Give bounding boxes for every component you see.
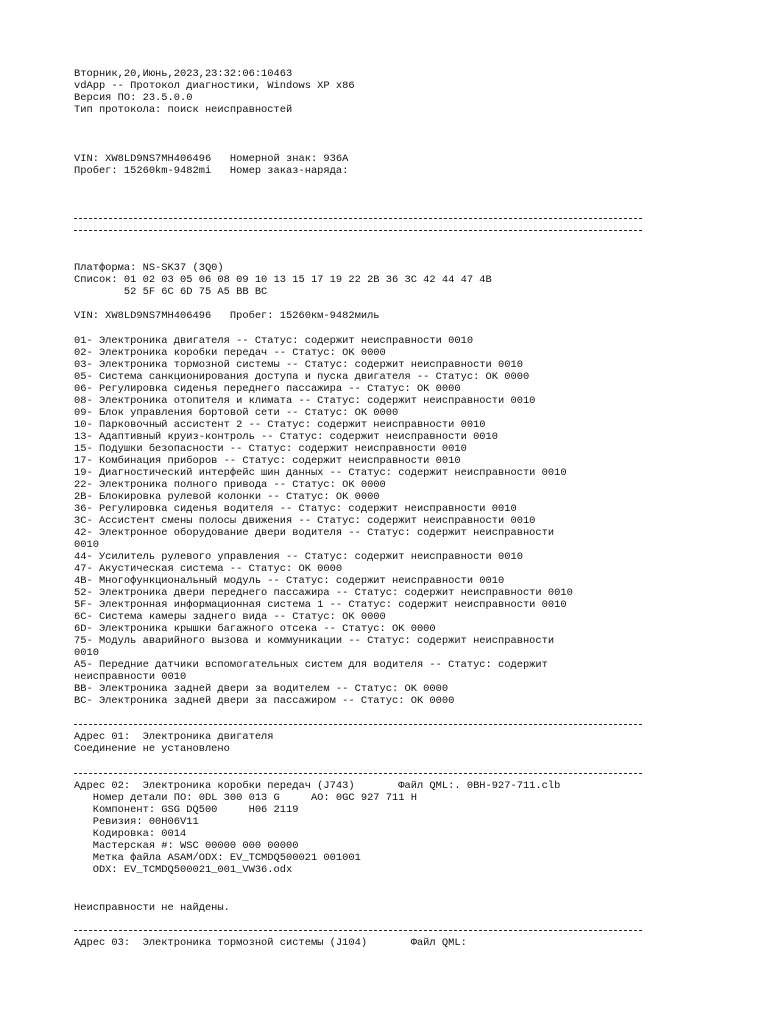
module-status-line: 36- Регулировка сиденья водителя -- Статус: содержит неисправности 0010: [74, 503, 517, 515]
address-01-status: Соединение не установлено: [74, 743, 230, 755]
module-status-line: 08- Электроника отопителя и климата -- Статус: содержит неисправности 0010: [74, 395, 536, 407]
platform-line: Платформа: NS-SK37 (3Q0): [74, 262, 224, 274]
module-status-line: 75- Модуль аварийного вызова и коммуникации -- Статус: содержит неисправности: [74, 635, 555, 647]
module-status-line: BB- Электроника задней двери за водителем -- Статус: OK 0000: [74, 683, 449, 695]
separator-rule: [74, 930, 642, 931]
separator-rule: [74, 230, 642, 231]
module-status-line: 0010: [74, 647, 99, 659]
module-status-line: 3C- Ассистент смены полосы движения -- Статус: содержит неисправности 0010: [74, 515, 536, 527]
log-software-version: Версия ПО: 23.5.0.0: [74, 92, 193, 104]
address-02-detail: Мастерская #: WSC 00000 000 00000: [74, 840, 299, 852]
module-status-line: 01- Электроника двигателя -- Статус: содержит неисправности 0010: [74, 335, 474, 347]
address-02-detail: Номер детали ПО: 0DL 300 013 G AO: 0GC 927 711 H: [74, 792, 417, 804]
module-status-line: 44- Усилитель рулевого управления -- Статус: содержит неисправности 0010: [74, 551, 523, 563]
module-status-line: 09- Блок управления бортовой сети -- Статус: OK 0000: [74, 407, 399, 419]
address-01-title: Адрес 01: Электроника двигателя: [74, 731, 274, 743]
module-status-line: неисправности 0010: [74, 671, 187, 683]
module-status-line: 03- Электроника тормозной системы -- Статус: содержит неисправности 0010: [74, 359, 523, 371]
module-status-line: 4B- Многофункциональный модуль -- Статус: содержит неисправности 0010: [74, 575, 505, 587]
module-status-line: 19- Диагностический интерфейс шин данных -- Статус: содержит неисправности 0010: [74, 467, 567, 479]
module-status-line: 13- Адаптивный круиз-контроль -- Статус: содержит неисправности 0010: [74, 431, 499, 443]
module-status-line: 22- Электроника полного привода -- Статус: OK 0000: [74, 479, 386, 491]
address-02-detail: Кодировка: 0014: [74, 828, 187, 840]
module-status-line: 42- Электронное оборудование двери водителя -- Статус: содержит неисправности: [74, 527, 555, 539]
module-list-line: Список: 01 02 03 05 06 08 09 10 13 15 17 19 22 2B 36 3C 42 44 47 4B: [74, 274, 492, 286]
module-status-line: 47- Акустическая система -- Статус: OK 0000: [74, 563, 343, 575]
module-status-line: 05- Система санкционирования доступа и пуска двигателя -- Статус: OK 0000: [74, 371, 530, 383]
module-status-line: BC- Электроника задней двери за пассажиром -- Статус: OK 0000: [74, 695, 455, 707]
separator-rule: [74, 724, 642, 725]
module-status-line: 6D- Электроника крышки багажного отсека -- Статус: OK 0000: [74, 623, 436, 635]
address-02-detail: ODX: EV_TCMDQ500021_001_VW36.odx: [74, 864, 293, 876]
module-status-line: 0010: [74, 539, 99, 551]
address-02-title: Адрес 02: Электроника коробки передач (J743) Файл QML:. 0BH-927-711.clb: [74, 780, 561, 792]
module-status-line: 02- Электроника коробки передач -- Статус: OK 0000: [74, 347, 386, 359]
separator-rule: [74, 773, 642, 774]
module-status-line: 52- Электроника двери переднего пассажира -- Статус: содержит неисправности 0010: [74, 587, 573, 599]
module-status-line: 6C- Система камеры заднего вида -- Статус: OK 0000: [74, 611, 386, 623]
module-status-line: 2B- Блокировка рулевой колонки -- Статус: OK 0000: [74, 491, 380, 503]
address-03-title: Адрес 03: Электроника тормозной системы (J104) Файл QML:: [74, 937, 467, 949]
module-list-line: 52 5F 6C 6D 75 A5 BB BC: [74, 286, 268, 298]
log-datetime: Вторник,20,Июнь,2023,23:32:06:10463: [74, 68, 293, 80]
module-status-line: 15- Подушки безопасности -- Статус: содержит неисправности 0010: [74, 443, 467, 455]
module-status-line: A5- Передние датчики вспомогательных систем для водителя -- Статус: содержит: [74, 659, 548, 671]
address-02-detail: Метка файла ASAM/ODX: EV_TCMDQ500021 001001: [74, 852, 361, 864]
separator-rule: [74, 218, 642, 219]
log-protocol-type: Тип протокола: поиск неисправностей: [74, 104, 293, 116]
address-02-detail: Компонент: GSG DQ500 H06 2119: [74, 804, 299, 816]
address-02-detail: Ревизия: 00H06V11: [74, 816, 199, 828]
module-status-line: 10- Парковочный ассистент 2 -- Статус: содержит неисправности 0010: [74, 419, 486, 431]
module-status-line: 06- Регулировка сиденья переднего пассажира -- Статус: OK 0000: [74, 383, 461, 395]
platform-vin-mileage: VIN: XW8LD9NS7MH406496 Пробег: 15260км-9482миль: [74, 310, 380, 322]
address-02-faults: Неисправности не найдены.: [74, 902, 230, 914]
module-status-line: 17- Комбинация приборов -- Статус: содержит неисправности 0010: [74, 455, 461, 467]
module-status-line: 5F- Электронная информационная система 1 -- Статус: содержит неисправности 0010: [74, 599, 567, 611]
vehicle-vin-plate: VIN: XW8LD9NS7MH406496 Номерной знак: 936A: [74, 153, 349, 165]
vehicle-mileage-order: Пробег: 15260km-9482mi Номер заказ-наряда:: [74, 165, 349, 177]
log-app-title: vdApp -- Протокол диагностики, Windows XP x86: [74, 80, 355, 92]
